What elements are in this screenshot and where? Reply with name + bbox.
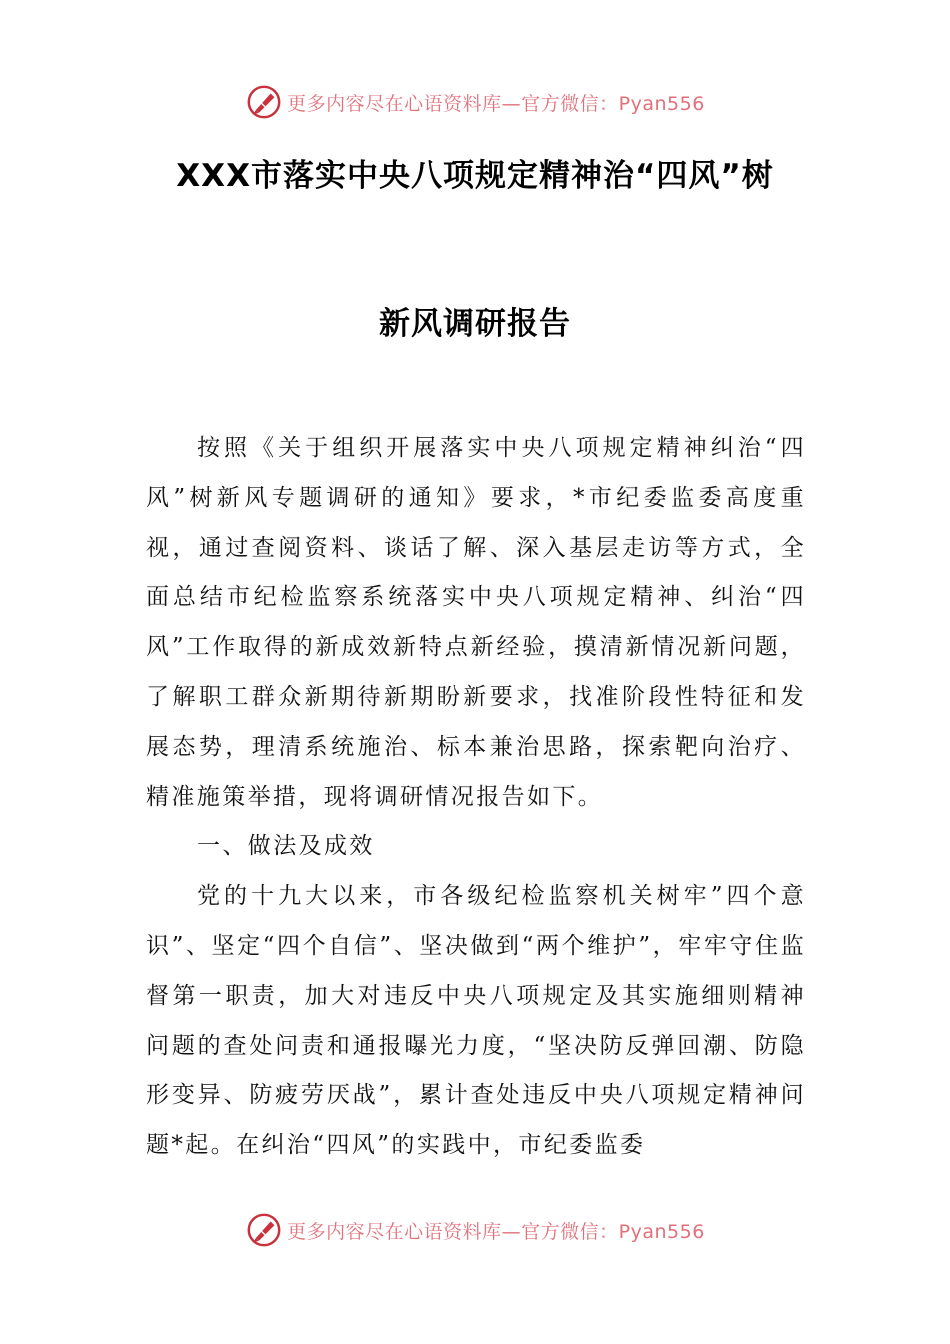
section-heading: 一、做法及成效 — [197, 833, 375, 860]
footer-watermark-banner — [0, 1210, 950, 1250]
body-paragraph: 党的十九大以来，市各级纪检监察机关树牢”四个意识”、坚定“四个自信”、坚决做到“两个维护”，牢牢守住监督第一职责，加大对违反中央八项规定及其实施细则精神问题的查处问责和通报曝光力度，“坚决防反弹回潮、防隐形变异、防疲劳厌战”，累计查处违反中央八项规定精神问题*起。在纠治“四风”的实践中，市纪委监委 — [146, 883, 806, 1159]
pen-nib-icon — [245, 1211, 283, 1249]
document-body — [146, 424, 806, 1171]
document-title-line-1: XXX市落实中央八项规定精神治“四风”树 — [176, 158, 774, 194]
intro-paragraph: 按照《关于组织开展落实中央八项规定精神纠治“四风”树新风专题调研的通知》要求，*市纪委监委高度重视，通过查阅资料、谈话了解、深入基层走访等方式，全面总结市纪检监察系统落实中央八项规定精神、纠治“四风”工作取得的新成效新特点新经验，摸清新情况新问题，了解职工群众新期待新期盼新要求，找准阶段性特征和发展态势，理清系统施治、标本兼治思路，探索靶向治疗、精准施策举措，现将调研情况报告如下。 — [146, 435, 806, 810]
watermark-text: 更多内容尽在心语资料库—官方微信：Pyan556 — [287, 92, 705, 115]
document-title-line-2: 新风调研报告 — [379, 306, 571, 342]
header-watermark-banner — [0, 82, 950, 122]
watermark-text: 更多内容尽在心语资料库—官方微信：Pyan556 — [287, 1220, 705, 1243]
pen-nib-icon — [245, 83, 283, 121]
